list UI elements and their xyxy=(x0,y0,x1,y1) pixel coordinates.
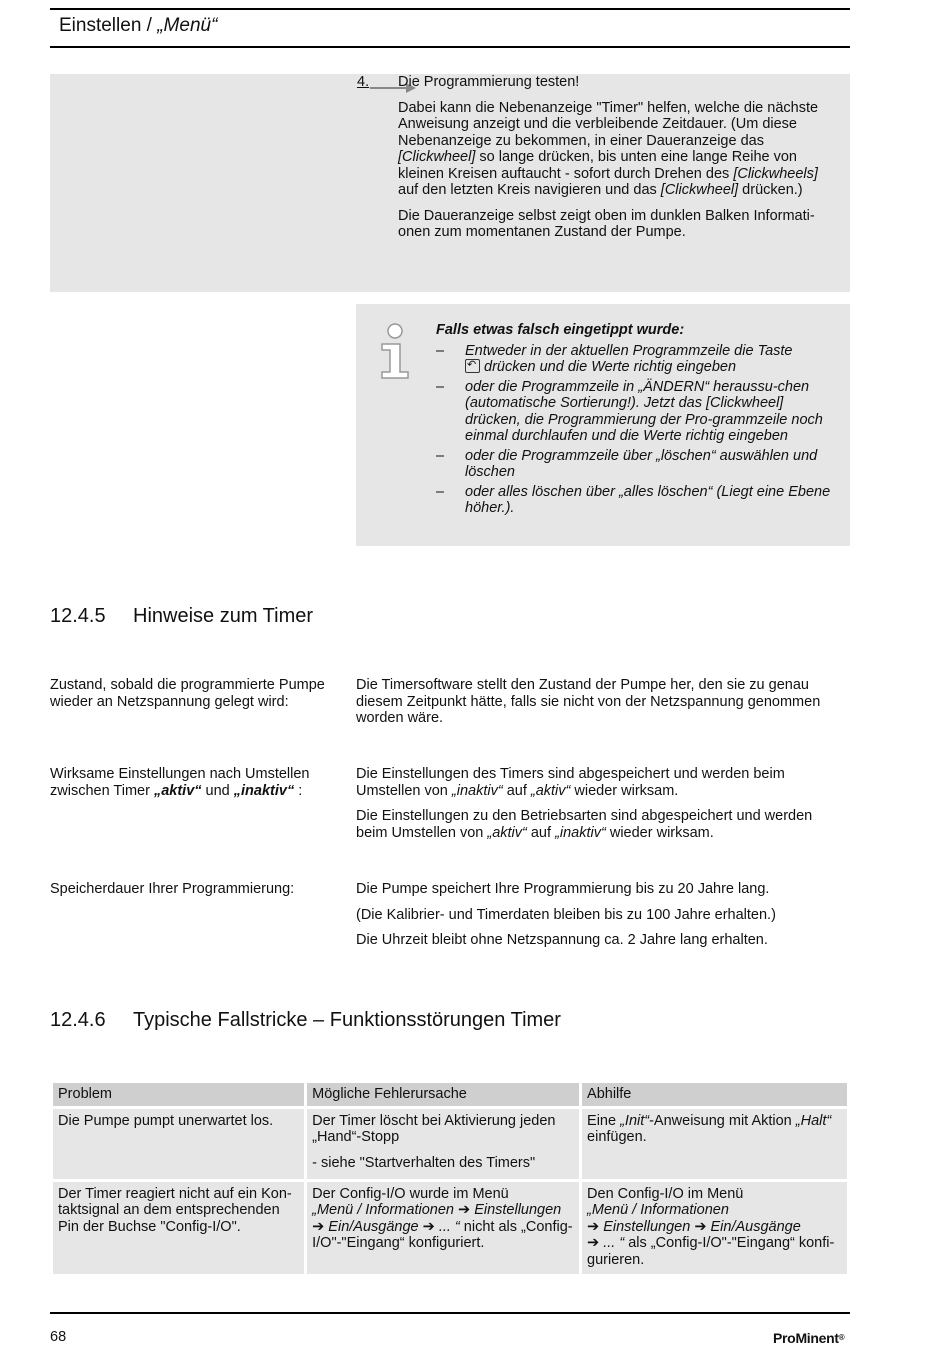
desc-3-p1: Die Pumpe speichert Ihre Programmierung bis zu 20 Jahre lang. xyxy=(356,881,770,897)
menu-path: „Menü / Informationen xyxy=(587,1202,729,1218)
init-ref: „Init“ xyxy=(620,1112,650,1129)
note-dash: – xyxy=(436,378,445,395)
desc-3-p2: (Die Kalibrier- und Timerdaten bleiben bis zu 100 Jahre erhalten.) xyxy=(356,906,776,923)
logo-registered-mark: ® xyxy=(838,1333,845,1342)
troubleshooting-table xyxy=(50,1080,850,1277)
cell-text: einfügen. xyxy=(587,1129,647,1145)
cell-text: als „Config-I/O"-"Eingang“ konfi-gurieren. xyxy=(587,1235,835,1268)
section-2-number: 12.4.6 xyxy=(50,1009,106,1031)
label-speicherdauer: Speicherdauer Ihrer Programmierung: xyxy=(50,881,295,897)
desc-3-p3: Die Uhrzeit bleibt ohne Netzspannung ca. 2 Jahre lang erhalten. xyxy=(356,932,768,948)
page-number: 68 xyxy=(50,1329,67,1345)
clickwheel-ref-1: [Clickwheel] xyxy=(398,149,476,165)
cell-text: Eine xyxy=(587,1112,621,1129)
label-2d: „inaktiv“ xyxy=(233,782,295,799)
arrow-icon: ➔ xyxy=(312,1218,325,1235)
section-2-title: Typische Fallstricke – Funktionsstörungen Timer xyxy=(133,1009,561,1031)
table-cell xyxy=(582,1109,847,1179)
step-paragraph-2: Die Daueranzeige selbst zeigt oben im dunklen Balken Informati-onen zum momentanen Zustand der Pumpe. xyxy=(398,207,815,240)
menu-path: Ein/Ausgänge xyxy=(710,1218,801,1235)
note-item-3: oder die Programmzeile über „löschen“ auswählen und löschen xyxy=(465,447,818,480)
menu-path: ... “ xyxy=(603,1235,625,1251)
label-2b: „aktiv“ xyxy=(153,782,202,799)
table-cell: Der Timer reagiert nicht auf ein Kon-taktsignal an dem entsprechenden Pin der Buchse "Config-I/O". xyxy=(53,1182,304,1275)
cell-text: Den Config-I/O im Menü xyxy=(587,1185,744,1202)
step-number: 4. xyxy=(357,74,370,90)
cell-text: -Anweisung mit Aktion xyxy=(649,1112,796,1129)
table-header-cell: Problem xyxy=(53,1083,304,1106)
note-item xyxy=(436,448,836,481)
step-p1-text-c: so lange drücken, bis unten eine lange Reihe von kleinen Kreisen auftaucht - sofort durch Drehen des xyxy=(398,149,798,182)
table-cell: Die Pumpe pumpt unerwartet los. xyxy=(53,1109,304,1179)
desc-2-p2c: auf xyxy=(526,824,556,841)
step-title: Die Programmierung testen! xyxy=(398,74,580,90)
table-cell xyxy=(307,1182,579,1275)
step-p1-text-e: auf den letzten Kreis navigieren und das xyxy=(398,182,661,198)
step-p1-text-g: drücken.) xyxy=(738,182,803,198)
menu-path: „Menü / Informationen xyxy=(312,1202,454,1218)
cell-text: nicht als „Config-I/O"-"Eingang“ konfiguriert. xyxy=(312,1218,573,1251)
header-rule xyxy=(50,46,850,48)
label-2c: und xyxy=(201,782,234,799)
step-paragraph-1 xyxy=(398,100,838,199)
header-title-italic: „Menü“ xyxy=(157,15,218,36)
note-dash: – xyxy=(436,447,445,464)
desc-2-p1c: auf xyxy=(502,782,531,799)
note-dash: – xyxy=(436,483,445,500)
note-item-1a: Entweder in der aktuellen Programmzeile die Taste xyxy=(465,342,793,359)
desc-2-p2b: „aktiv“ xyxy=(487,824,527,841)
desc-wirksame-einstellungen xyxy=(356,766,846,850)
table-header-row xyxy=(53,1083,847,1106)
desc-zustand: Die Timersoftware stellt den Zustand der Pumpe her, den sie zu genau diesem Zeitpunkt hätte, falls sie nicht von der Netzspannung genommen worden wäre. xyxy=(356,677,821,726)
desc-2-p2d: „inaktiv“ xyxy=(555,824,606,841)
desc-2-p1e: wieder wirksam. xyxy=(570,782,679,799)
note-list xyxy=(436,343,836,517)
note-item-2: oder die Programmzeile in „ÄNDERN“ heraussu-chen (automatische Sortierung!). Jetzt das [Clickwheel] drücken, die Programmierung der Pro-grammzeile noch einmal durchlaufen und die Werte richtig eingeben xyxy=(465,378,823,444)
halt-ref: „Halt“ xyxy=(795,1112,832,1129)
note-item xyxy=(436,343,836,376)
desc-speicherdauer xyxy=(356,881,846,958)
label-zustand: Zustand, sobald die programmierte Pumpe wieder an Netzspannung gelegt wird: xyxy=(50,677,325,710)
table-header-cell: Mögliche Fehlerursache xyxy=(307,1083,579,1106)
page-header-title xyxy=(59,14,217,38)
desc-2-p2a: Die Einstellungen zu den Betriebsarten sind abgespeichert und werden beim Umstellen von xyxy=(356,808,813,841)
arrow-icon: ➔ xyxy=(422,1218,435,1235)
menu-path: Einstellungen xyxy=(474,1202,562,1218)
table-header-cell: Abhilfe xyxy=(582,1083,847,1106)
info-note-content xyxy=(436,322,836,520)
section-1-number: 12.4.5 xyxy=(50,605,106,627)
note-item-1b: drücken und die Werte richtig eingeben xyxy=(484,359,737,375)
arrow-icon: ➔ xyxy=(694,1218,707,1235)
desc-2-p2 xyxy=(356,808,846,841)
header-title-plain: Einstellen / xyxy=(59,15,158,36)
menu-path: ... “ xyxy=(438,1218,460,1235)
desc-2-p1d: „aktiv“ xyxy=(530,782,571,799)
arrow-icon: ➔ xyxy=(587,1218,600,1235)
section-1-title: Hinweise zum Timer xyxy=(133,605,314,627)
arrow-icon: ➔ xyxy=(458,1202,471,1218)
cell-text: - siehe "Startverhalten des Timers" xyxy=(312,1154,536,1171)
desc-2-p1a: Die Einstellungen des Timers sind abgespeichert und werden beim Umstellen von xyxy=(356,766,785,799)
cell-text: Der Timer löscht bei Aktivierung jeden „Hand“-Stopp xyxy=(312,1112,556,1145)
top-rule xyxy=(50,8,850,10)
table-cell xyxy=(307,1109,579,1179)
info-icon xyxy=(378,322,412,380)
note-heading: Falls etwas falsch eingetippt wurde: xyxy=(436,322,685,338)
clickwheel-ref-3: [Clickwheel] xyxy=(660,182,739,198)
desc-2-p2e: wieder wirksam. xyxy=(605,824,714,841)
label-2e: : xyxy=(294,782,303,799)
note-item xyxy=(436,484,836,517)
brand-logo xyxy=(773,1330,844,1347)
label-wirksame-einstellungen xyxy=(50,766,330,799)
step-p1-text-a: Dabei kann die Nebenanzeige "Timer" helfen, welche die nächste Anweisung anzeigt und die verbleibende Zeitdauer. (Um diese Nebenanzeige zu bekommen, in einer Daueranzeige das xyxy=(398,99,819,149)
footer-rule xyxy=(50,1312,850,1314)
arrow-icon: ➔ xyxy=(587,1235,600,1251)
note-item-4: oder alles löschen über „alles löschen“ (Liegt eine Ebene höher.). xyxy=(465,483,831,516)
logo-text: ProMinent xyxy=(773,1330,839,1346)
menu-path: Ein/Ausgänge xyxy=(328,1218,419,1235)
note-dash: – xyxy=(436,342,445,359)
clickwheel-ref-2: [Clickwheels] xyxy=(733,165,818,182)
menu-path: Einstellungen xyxy=(603,1218,691,1235)
desc-2-p1 xyxy=(356,766,846,799)
step-content xyxy=(398,74,838,250)
table-row xyxy=(53,1182,847,1275)
table-row xyxy=(53,1109,847,1179)
note-item xyxy=(436,379,836,445)
desc-2-p1b: „inaktiv“ xyxy=(451,782,503,799)
back-key-icon xyxy=(465,359,480,373)
cell-text: Der Config-I/O wurde im Menü xyxy=(312,1185,509,1202)
label-2a: Wirksame Einstellungen nach Umstellen zwischen Timer xyxy=(50,766,310,799)
table-cell xyxy=(582,1182,847,1275)
